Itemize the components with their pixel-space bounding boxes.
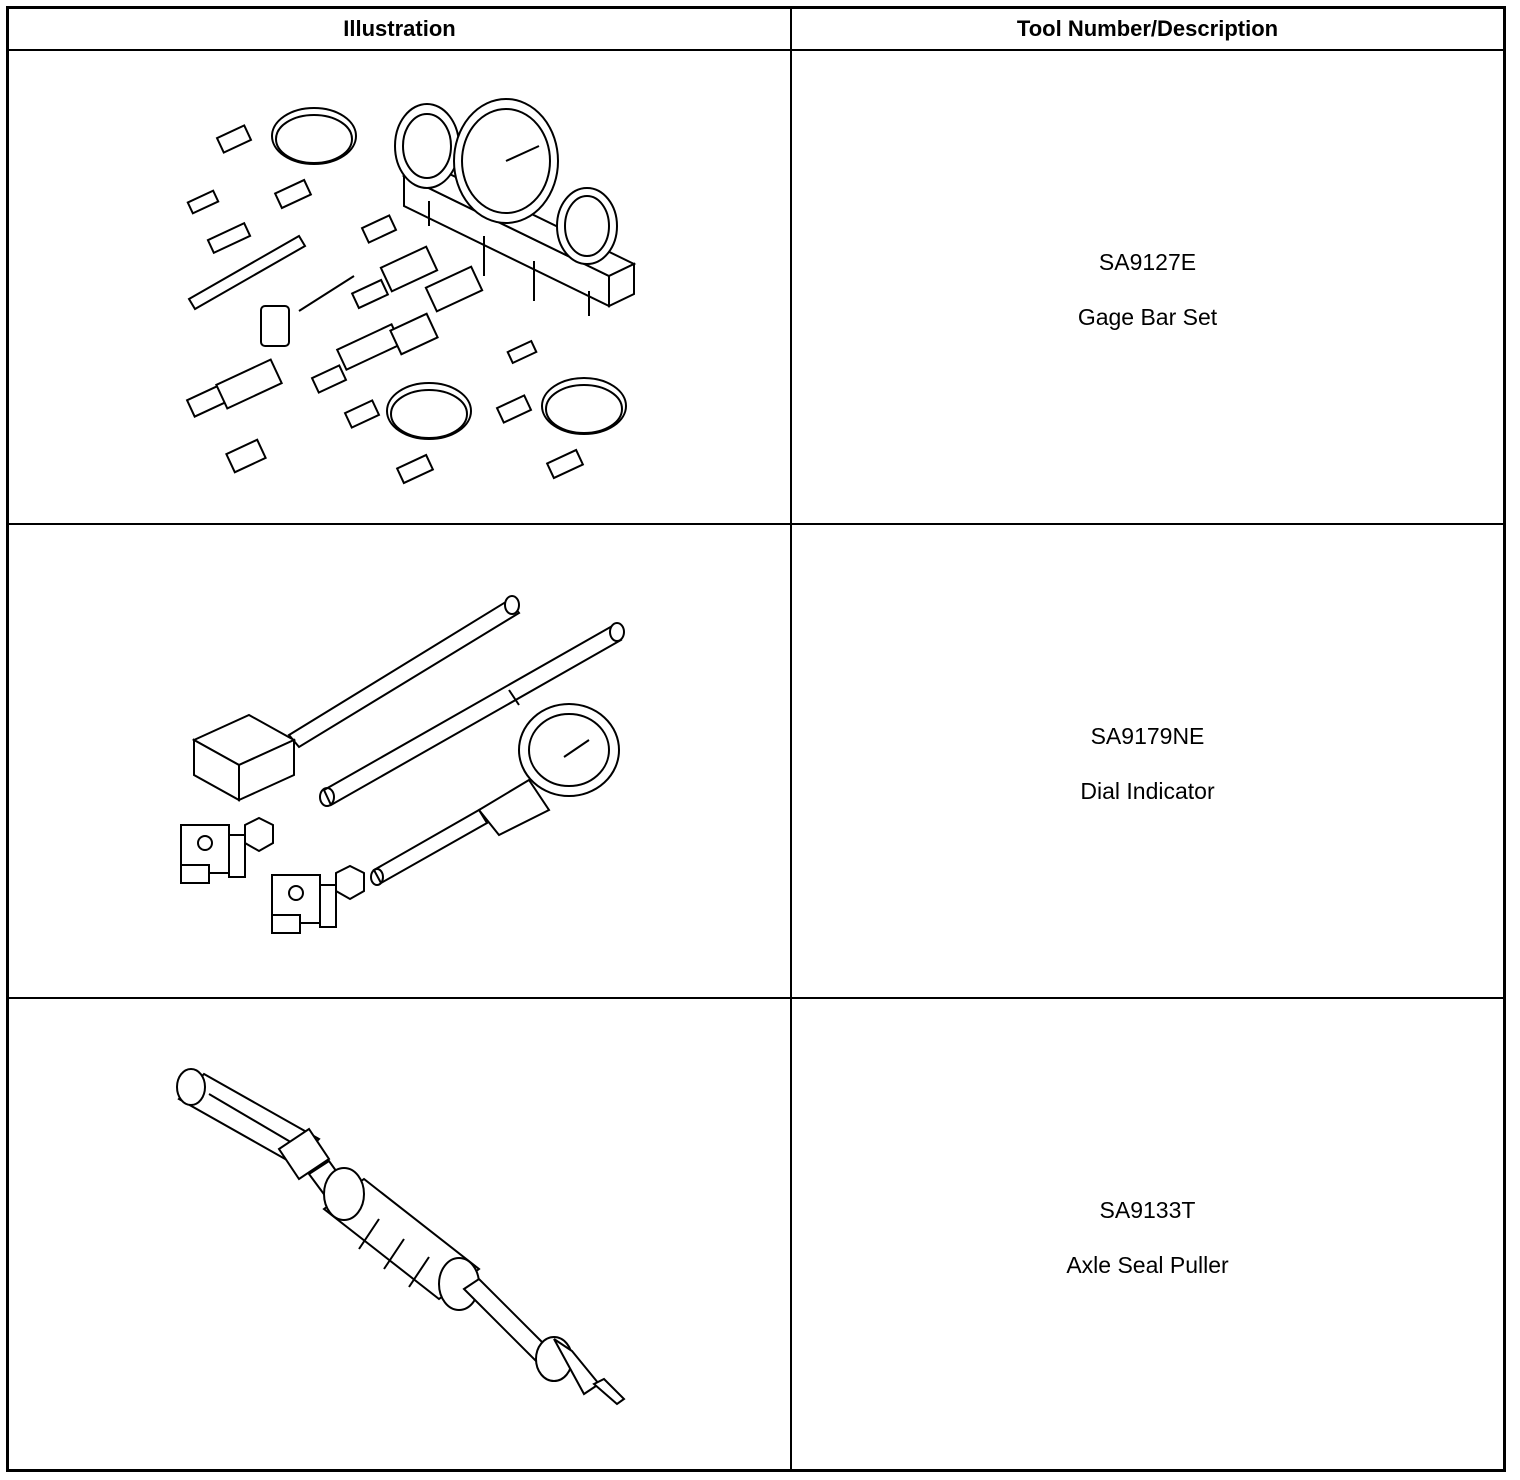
table-row <box>9 51 1503 525</box>
tool-number: SA9127E <box>1098 249 1197 275</box>
axle-seal-puller-drawing <box>9 999 790 1471</box>
tool-table <box>6 6 1506 1472</box>
dial-indicator-drawing <box>9 525 790 997</box>
header-tool-number-description: Tool Number/Description <box>1016 16 1279 41</box>
header-illustration: Illustration <box>9 9 792 49</box>
illustration-cell <box>9 51 792 523</box>
tool-description-cell <box>792 999 1503 1471</box>
tool-number: SA9133T <box>1099 1197 1196 1223</box>
table-row <box>9 525 1503 999</box>
illustration-cell <box>9 525 792 997</box>
gage-bar-set-drawing <box>9 51 790 523</box>
tool-description-cell <box>792 51 1503 523</box>
table-header-row <box>9 9 1503 51</box>
tool-description: Gage Bar Set <box>1077 304 1218 330</box>
table-row <box>9 999 1503 1471</box>
tool-description: Dial Indicator <box>1080 778 1215 804</box>
illustration-cell <box>9 999 792 1471</box>
tool-number: SA9179NE <box>1090 723 1205 749</box>
tool-description-cell <box>792 525 1503 997</box>
tool-description: Axle Seal Puller <box>1066 1252 1229 1278</box>
